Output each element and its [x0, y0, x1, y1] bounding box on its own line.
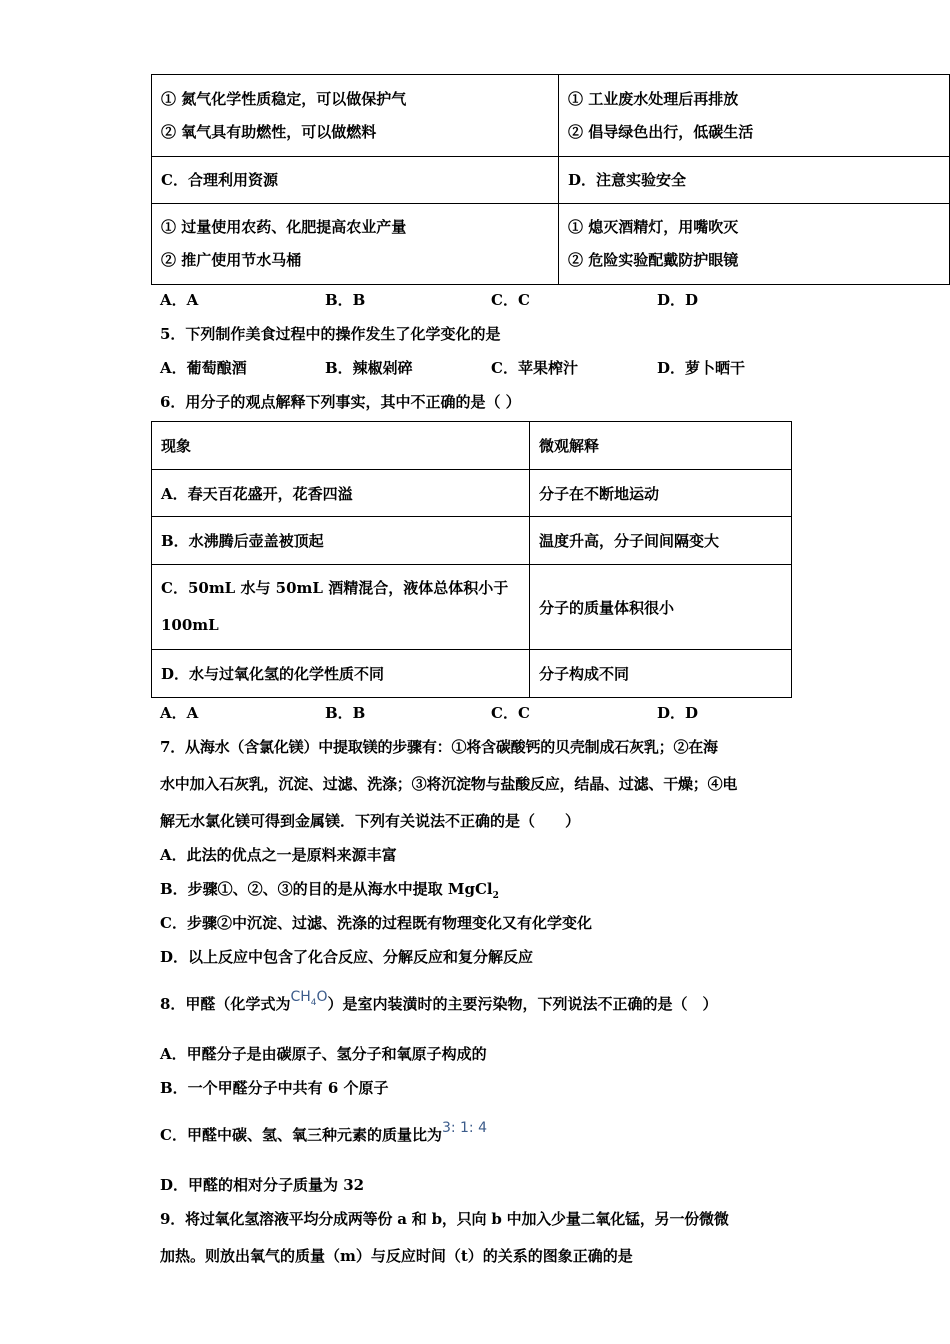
option-c[interactable]: C．C — [491, 704, 530, 722]
ratio-formula: 3: 1: 4 — [441, 1120, 488, 1136]
cell-text: B．水沸腾后壶盖被顶起 — [161, 532, 324, 550]
question-7-stem-line: 解无水氯化镁可得到金属镁．下列有关说法不正确的是（ ） — [160, 812, 581, 830]
question-9-stem-line: 加热。则放出氧气的质量（m）与反应时间（t）的关系的图象正确的是 — [160, 1247, 633, 1265]
cell-text: C．50mL 水与 50mL 酒精混合，液体总体积小于 — [161, 579, 509, 597]
option-c[interactable] — [160, 1120, 488, 1145]
cell-text: ② 氧气具有助燃性，可以做燃料 — [161, 122, 377, 141]
option-text: B．步骤①、②、③的目的是从海水中提取 MgCl — [160, 880, 493, 898]
option-b[interactable]: B．B — [325, 704, 366, 722]
table-cell — [530, 650, 792, 698]
formula — [290, 989, 328, 1008]
header-text: 现象 — [161, 437, 192, 455]
cell-text: ① 过量使用农药、化肥提高农业产量 — [161, 218, 407, 236]
table-cell — [530, 470, 792, 517]
options-table-q4 — [151, 74, 950, 285]
option-a[interactable]: A．A — [160, 291, 199, 309]
explanation-table-q6 — [151, 421, 792, 698]
table-cell — [152, 75, 559, 157]
question-7-stem-line: 7．从海水（含氯化镁）中提取镁的步骤有：①将含碳酸钙的贝壳制成石灰乳；②在海 — [160, 738, 718, 756]
option-c[interactable]: C．苹果榨汁 — [491, 359, 578, 377]
table-cell — [152, 517, 530, 565]
table-cell — [152, 650, 530, 698]
question-8-stem — [160, 989, 718, 1016]
stem-text: ）是室内装潢时的主要污染物，下列说法不正确的是（ ） — [327, 995, 718, 1013]
header-text: 微观解释 — [539, 437, 600, 455]
cell-text: ② 危险实验配戴防护眼镜 — [568, 251, 739, 269]
cell-text: C．合理利用资源 — [161, 170, 278, 189]
option-c[interactable]: C．步骤②中沉淀、过滤、洗涤的过程既有物理变化又有化学变化 — [160, 914, 592, 932]
table-cell — [559, 204, 950, 285]
question-5-stem: 5．下列制作美食过程中的操作发生了化学变化的是 — [160, 325, 501, 343]
option-a[interactable]: A．葡萄酿酒 — [160, 359, 247, 377]
subscript: 2 — [492, 891, 499, 901]
formula-subscript: 4 — [310, 997, 317, 1008]
table-cell — [559, 157, 950, 204]
option-text: C．甲醛中碳、氢、氧三种元素的质量比为 — [160, 1126, 442, 1144]
table-cell — [152, 470, 530, 517]
cell-text: ① 熄灭酒精灯，用嘴吹灭 — [568, 218, 739, 236]
cell-text: 分子构成不同 — [539, 665, 630, 683]
option-b[interactable] — [160, 878, 499, 901]
table-cell — [530, 517, 792, 565]
option-d[interactable]: D．以上反应中包含了化合反应、分解反应和复分解反应 — [160, 948, 534, 966]
table-cell — [152, 204, 559, 285]
stem-text: 8．甲醛（化学式为 — [160, 995, 291, 1013]
option-d[interactable]: D．D — [657, 704, 699, 722]
table-header-cell — [530, 422, 792, 470]
table-cell — [152, 157, 559, 204]
cell-text: 温度升高，分子间间隔变大 — [539, 532, 720, 550]
formula-text: O — [316, 989, 328, 1005]
option-d[interactable]: D．D — [657, 291, 699, 309]
option-d[interactable]: D．甲醛的相对分子质量为 32 — [160, 1176, 365, 1194]
cell-text: 分子的质量体积很小 — [539, 598, 675, 617]
option-b[interactable]: B．B — [325, 291, 366, 309]
option-a[interactable]: A．此法的优点之一是原料来源丰富 — [160, 846, 397, 864]
table-header-cell — [152, 422, 530, 470]
option-a[interactable]: A．甲醛分子是由碳原子、氢分子和氧原子构成的 — [160, 1045, 487, 1063]
option-a[interactable]: A．A — [160, 704, 199, 722]
cell-text: 100mL — [161, 616, 219, 634]
option-b[interactable]: B．一个甲醛分子中共有 6 个原子 — [160, 1079, 389, 1097]
question-7-stem-line: 水中加入石灰乳，沉淀、过滤、洗涤；③将沉淀物与盐酸反应，结晶、过滤、干燥；④电 — [160, 775, 738, 793]
cell-text: ② 倡导绿色出行，低碳生活 — [568, 122, 754, 141]
cell-text: ② 推广使用节水马桶 — [161, 251, 302, 269]
cell-text: A．春天百花盛开，花香四溢 — [161, 484, 353, 503]
table-cell — [152, 565, 530, 650]
question-9-stem-line: 9．将过氧化氢溶液平均分成两等份 a 和 b，只向 b 中加入少量二氧化锰，另一份微微 — [160, 1210, 729, 1228]
option-b[interactable]: B．辣椒剁碎 — [325, 359, 413, 377]
option-d[interactable]: D．萝卜晒干 — [657, 359, 746, 377]
cell-text: ① 氮气化学性质稳定，可以做保护气 — [161, 89, 407, 108]
cell-text: ① 工业废水处理后再排放 — [568, 89, 739, 108]
table-cell — [559, 75, 950, 157]
table-cell — [530, 565, 792, 650]
formula-text: CH — [290, 989, 311, 1005]
cell-text: 分子在不断地运动 — [539, 484, 660, 503]
cell-text: D．注意实验安全 — [568, 170, 687, 189]
question-6-stem: 6．用分子的观点解释下列事实，其中不正确的是（ ） — [160, 393, 521, 411]
cell-text: D．水与过氧化氢的化学性质不同 — [161, 665, 385, 683]
option-c[interactable]: C．C — [491, 291, 530, 309]
